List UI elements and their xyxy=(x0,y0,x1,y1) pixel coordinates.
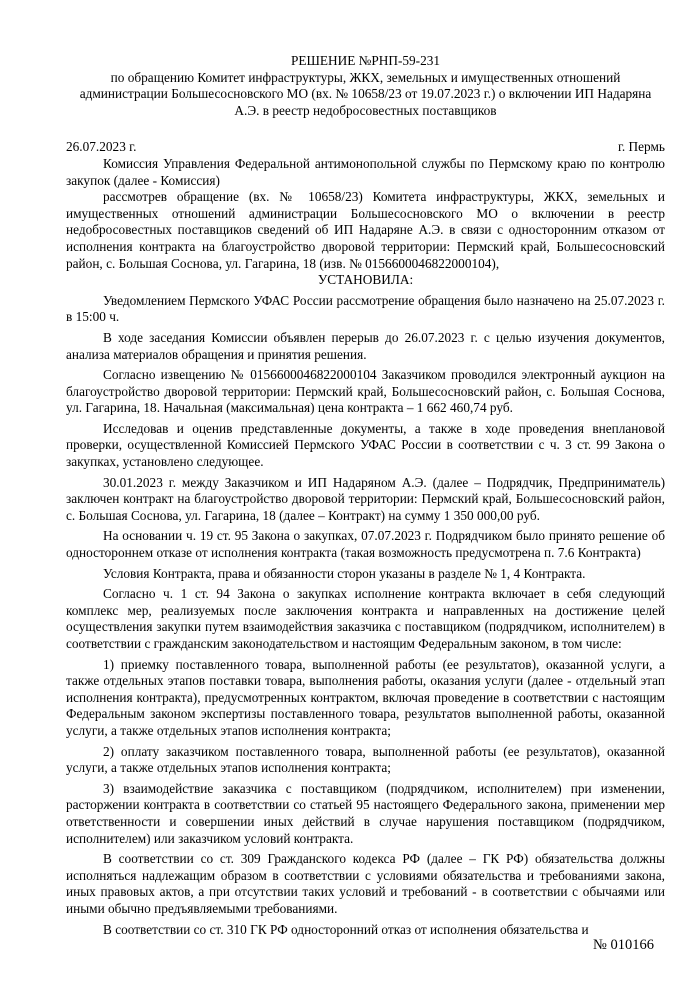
body-paragraph: Уведомлением Пермского УФАС России рассмотрение обращения было назначено на 25.07.2023 г. в 15:00 ч. xyxy=(66,292,665,325)
body-paragraph: Согласно извещению № 0156600046822000104 Заказчиком проводился электронный аукцион на благоустройство дворовой территории: Пермский край, Большесосновский район, с. Большая Соснова, ул. Гагарина, 18. Начальная (максимальная) цена контракта – 1 662 460,74 руб. xyxy=(66,367,665,416)
body-paragraph: 2) оплату заказчиком поставленного товара, выполненной работы (ее результатов), оказанной услуги, а также отдельных этапов исполнения контракта; xyxy=(66,743,665,776)
document-date: 26.07.2023 г. xyxy=(66,139,137,155)
body-paragraph: На основании ч. 19 ст. 95 Закона о закупках, 07.07.2023 г. Подрядчиком было принято решение об одностороннем отказе от исполнения контракта (такая возможность предусмотрена п. 7.6 Контракта) xyxy=(66,528,665,561)
document-title: РЕШЕНИЕ №РНП-59-231 xyxy=(290,53,441,68)
body-paragraph: В соответствии со ст. 309 Гражданского кодекса РФ (далее – ГК РФ) обязательства должны исполняться надлежащим образом в соответствии с условиями обязательства и требованиями закона, иных правовых актов, а при отсутствии таких условий и требований - в соответствии с обычаями или иными обычно предъявляемыми требованиями. xyxy=(66,851,665,916)
body-paragraph: Согласно ч. 1 ст. 94 Закона о закупках исполнение контракта включает в себя следующий комплекс мер, реализуемых после заключения контракта и направленных на достижение целей осуществления закупки путем взаимодействия заказчика с поставщиком (подрядчиком, исполнителем) в соответствии с гражданским законодательством и настоящим Федеральным законом, в том числе: xyxy=(66,586,665,651)
body-paragraph: 30.01.2023 г. между Заказчиком и ИП Надаряном А.Э. (далее – Подрядчик, Предприниматель) заключен контракт на благоустройство дворовой территории: Пермский край, Большесосновский район, с. Большая Соснова, ул. Гагарина, 18 (далее – Контракт) на сумму 1 350 000,00 руб. xyxy=(66,474,665,523)
page-number: № 010166 xyxy=(593,937,654,953)
body-paragraph: В ходе заседания Комиссии объявлен перерыв до 26.07.2023 г. с целью изучения документов, анализа материалов обращения и принятия решения. xyxy=(66,329,665,362)
document-city: г. Пермь xyxy=(617,139,665,155)
document-subtitle: по обращению Комитет инфраструктуры, ЖКХ, земельных и имущественных отношений администрации Большесосновского МО (вх. № 10658/23 от 19.07.2023 г.) о включении ИП Надаряна А.Э. в реестр недобросовестных поставщиков xyxy=(79,69,652,118)
intro-paragraph: Комиссия Управления Федеральной антимонопольной службы по Пермскому краю по контролю закупок (далее - Комиссия) xyxy=(66,155,665,188)
body-paragraph: В соответствии со ст. 310 ГК РФ односторонний отказ от исполнения обязательства и xyxy=(103,921,589,937)
dateline xyxy=(66,139,665,156)
section-heading: УСТАНОВИЛА: xyxy=(317,272,414,288)
body-paragraph: Условия Контракта, права и обязанности сторон указаны в разделе № 1, 4 Контракта. xyxy=(103,565,586,581)
intro-paragraph: рассмотрев обращение (вх. № 10658/23) Комитета инфраструктуры, ЖКХ, земельных и имущественных отношений администрации Большесосновского МО о включении в реестр недобросовестных поставщиков сведений об ИП Надаряне А.Э. в связи с односторонним отказом от исполнения контракта на благоустройство дворовой территории: Пермский край, Большесосновский район, с. Большая Сосновa, ул. Гагарина, 18 (изв. № 0156600046822000104), xyxy=(66,189,665,271)
body-paragraph: 1) приемку поставленного товара, выполненной работы (ее результатов), оказанной услуги, а также отдельных этапов поставки товара, выполнения работы, оказания услуги (далее - отдельный этап исполнения контракта), предусмотренных контрактом, включая проведение в соответствии с настоящим Федеральным законом экспертизы поставленного товара, результатов выполненной работы, оказанной услуги, а также отдельных этапов исполнения контракта; xyxy=(66,656,665,738)
body-paragraph: Исследовав и оценив представленные документы, а также в ходе проведения внеплановой проверки, осуществленной Комиссией Пермского УФАС России в соответствии с ч. 3 ст. 99 Закона о закупках, установлено следующее. xyxy=(66,420,665,470)
body-paragraph: 3) взаимодействие заказчика с поставщиком (подрядчиком, исполнителем) при изменении, расторжении контракта в соответствии со статьей 95 настоящего Федерального закона, применении мер ответственности и совершении иных действий в случае нарушения поставщиком (подрядчиком, исполнителем) или заказчиком условий контракта. xyxy=(66,780,665,846)
